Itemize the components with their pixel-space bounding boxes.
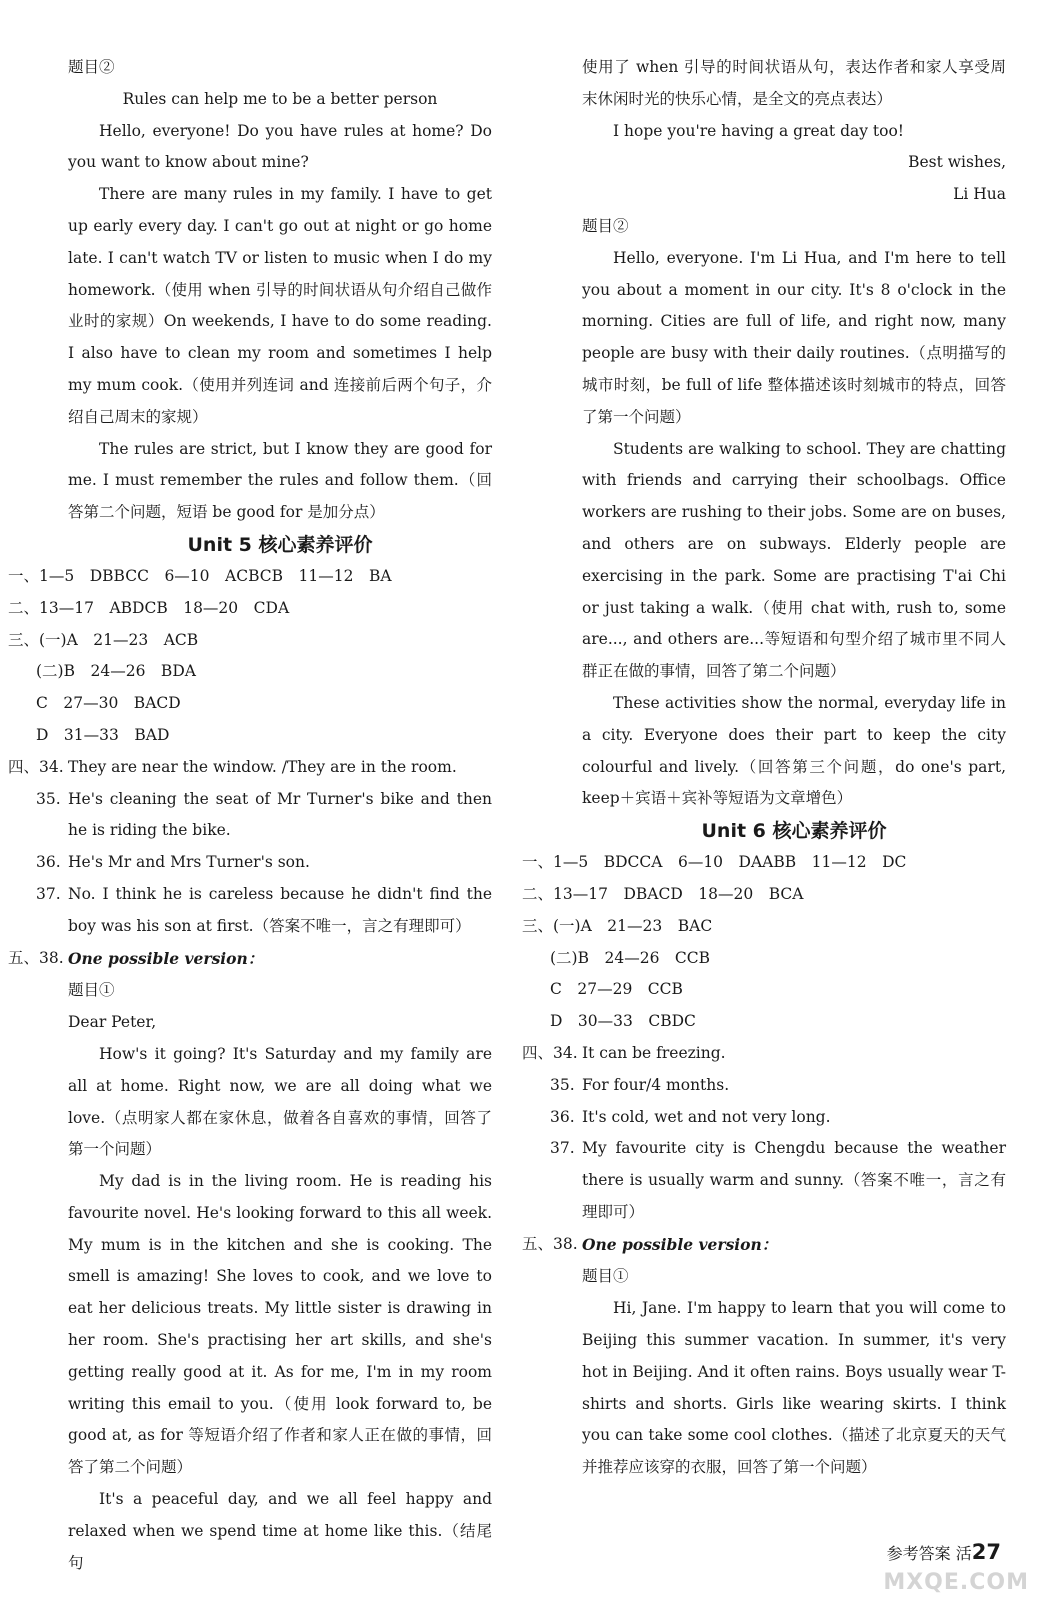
question-number: 37. [550, 1139, 575, 1158]
page-footer [887, 1540, 1001, 1564]
answer-line: (二)B 24—26 CCB [550, 948, 711, 967]
question-number: 36. [550, 1107, 575, 1126]
answer-line: (二)B 24—26 BDA [36, 662, 196, 681]
question-number: 五、38. [522, 1234, 578, 1253]
question-answer: 四、34. They are near the window. /They are in the room. [68, 752, 492, 784]
question-number: 四、34. [8, 757, 64, 776]
paragraph: Hello, everyone. I'm Li Hua, and I'm here to tell you about a moment in our city. It's 8 o'clock in the morning. Cities are full of life, and right now, many people are busy with their daily routines.（点明描写的城市时刻，be full of life 整体描述该时刻城市的特点，回答了第一个问题） [582, 248, 1006, 426]
topic-label: 题目① [68, 981, 115, 1000]
paragraph: These activities show the normal, everyday life in a city. Everyone does their part to keep the city colourful and lively.（回答第三个问题，do one's part, keep＋宾语＋宾补等短语为文章增色） [582, 693, 1006, 808]
closing: Best wishes, [908, 153, 1006, 172]
question-number: 四、34. [522, 1043, 578, 1062]
question-answer: 四、34. It can be freezing. [582, 1038, 1006, 1070]
paragraph: I hope you're having a great day too! [613, 121, 905, 140]
left-column [8, 52, 492, 1579]
answer-line: C 27—30 BACD [36, 694, 181, 713]
paragraph: 使用了 when 引导的时间状语从句，表达作者和家人享受周末休闲时光的快乐心情，是全文的亮点表达） [582, 58, 1006, 108]
watermark: MXQE.COM [883, 1570, 1029, 1595]
question-answer: 35. For four/4 months. [582, 1070, 1006, 1102]
unit5-title: Unit 5 核心素养评价 [187, 533, 373, 556]
answer-line: 一、1—5 BDCCA 6—10 DAABB 11—12 DC [522, 853, 907, 872]
question-answer: 五、38. One possible version： [68, 943, 492, 976]
question-answer: 36. It's cold, wet and not very long. [582, 1102, 1006, 1134]
question-answer: 35. He's cleaning the seat of Mr Turner's bike and then he is riding the bike. [68, 784, 492, 848]
question-number: 37. [36, 884, 61, 903]
answer-line: D 31—33 BAD [36, 725, 170, 744]
paragraph: My dad is in the living room. He is reading his favourite novel. He's looking forward to this all week. My mum is in the kitchen and she is cooking. The smell is amazing! She loves to cook, and we love to eat her delicious treats. My little sister is drawing in her room. She's practising her art skills, and she's getting really good at it. As for me, I'm in my room writing this email to you.（使用 look forward to, be good at, as for 等短语介绍了作者和家人正在做的事情，回答了第二个问题） [68, 1172, 492, 1477]
question-answer: 36. He's Mr and Mrs Turner's son. [68, 847, 492, 879]
answer-line: 二、13—17 DBACD 18—20 BCA [522, 884, 804, 903]
question-number: 五、38. [8, 948, 64, 967]
question-number: 36. [36, 853, 61, 872]
page-prefix: 活 [955, 1544, 972, 1563]
answer-line: 二、13—17 ABDCB 18—20 CDA [8, 598, 290, 617]
topic-label: 题目② [68, 58, 115, 76]
footer-label: 参考答案 [886, 1544, 951, 1563]
paragraph: Students are walking to school. They are chatting with friends and carrying their schoolbags. Office workers are rushing to their jobs. Some are on buses, and others are on subways. Elderly people are exercising in the park. Some are practising T'ai Chi or just taking a walk.（使用 chat with, rush to, some are..., and others are...等短语和句型介绍了城市里不同人群正在做的事情，回答了第二个问题） [582, 439, 1006, 681]
paragraph: Hello, everyone! Do you have rules at home? Do you want to know about mine? [68, 121, 492, 172]
salutation: Dear Peter, [68, 1013, 157, 1032]
topic-label: 题目① [582, 1267, 629, 1286]
question-answer: 五、38. One possible version： [582, 1229, 1006, 1262]
paragraph: How's it going? It's Saturday and my family are all at home. Right now, we are all doing what we love.（点明家人都在家休息，做着各自喜欢的事情，回答了第一个问题） [68, 1044, 492, 1159]
paragraph: Hi, Jane. I'm happy to learn that you will come to Beijing this summer vacation. In summer, it's very hot in Beijing. And it often rains. Boys usually wear T-shirts and shorts. Girls like wearing skirts. I think you can take some cool clothes.（描述了北京夏天的天气并推荐应该穿的衣服，回答了第一个问题） [582, 1299, 1006, 1477]
topic-label: 题目② [582, 216, 629, 235]
answer-line: D 30—33 CBDC [550, 1012, 696, 1031]
unit6-title: Unit 6 核心素养评价 [701, 820, 887, 843]
right-column [522, 52, 1006, 1484]
essay-title: Rules can help me to be a better person [122, 89, 438, 108]
answer-line: 一、1—5 DBBCC 6—10 ACBCB 11—12 BA [8, 566, 392, 585]
question-answer: 37. My favourite city is Chengdu because the weather there is usually warm and sunny.（答案不唯一，言之有理即可） [582, 1133, 1006, 1228]
answer-line: 三、(一)A 21—23 ACB [8, 630, 199, 649]
page-number: 27 [971, 1540, 1001, 1564]
question-answer: 37. No. I think he is careless because he didn't find the boy was his son at first.（答案不唯一，言之有理即可） [68, 879, 492, 943]
question-number: 35. [550, 1075, 575, 1094]
question-number: 35. [36, 789, 61, 808]
answer-line: 三、(一)A 21—23 BAC [522, 916, 713, 935]
answer-line: C 27—29 CCB [550, 980, 683, 999]
paragraph: The rules are strict, but I know they are good for me. I must remember the rules and follow them.（回答第二个问题，短语 be good for 是加分点） [68, 439, 492, 522]
paragraph: There are many rules in my family. I have to get up early every day. I can't go out at night or go home late. I can't watch TV or listen to music when I do my homework.（使用 when 引导的时间状语从句介绍自己做作业时的家规）On weekends, I have to do some reading. I also have to clean my room and sometimes I help my mum cook.（使用并列连词 and 连接前后两个句子，介绍自己周末的家规） [68, 185, 492, 426]
paragraph: It's a peaceful day, and we all feel happy and relaxed when we spend time at home like this.（结尾句 [68, 1490, 492, 1572]
signature-name: Li Hua [953, 185, 1006, 204]
